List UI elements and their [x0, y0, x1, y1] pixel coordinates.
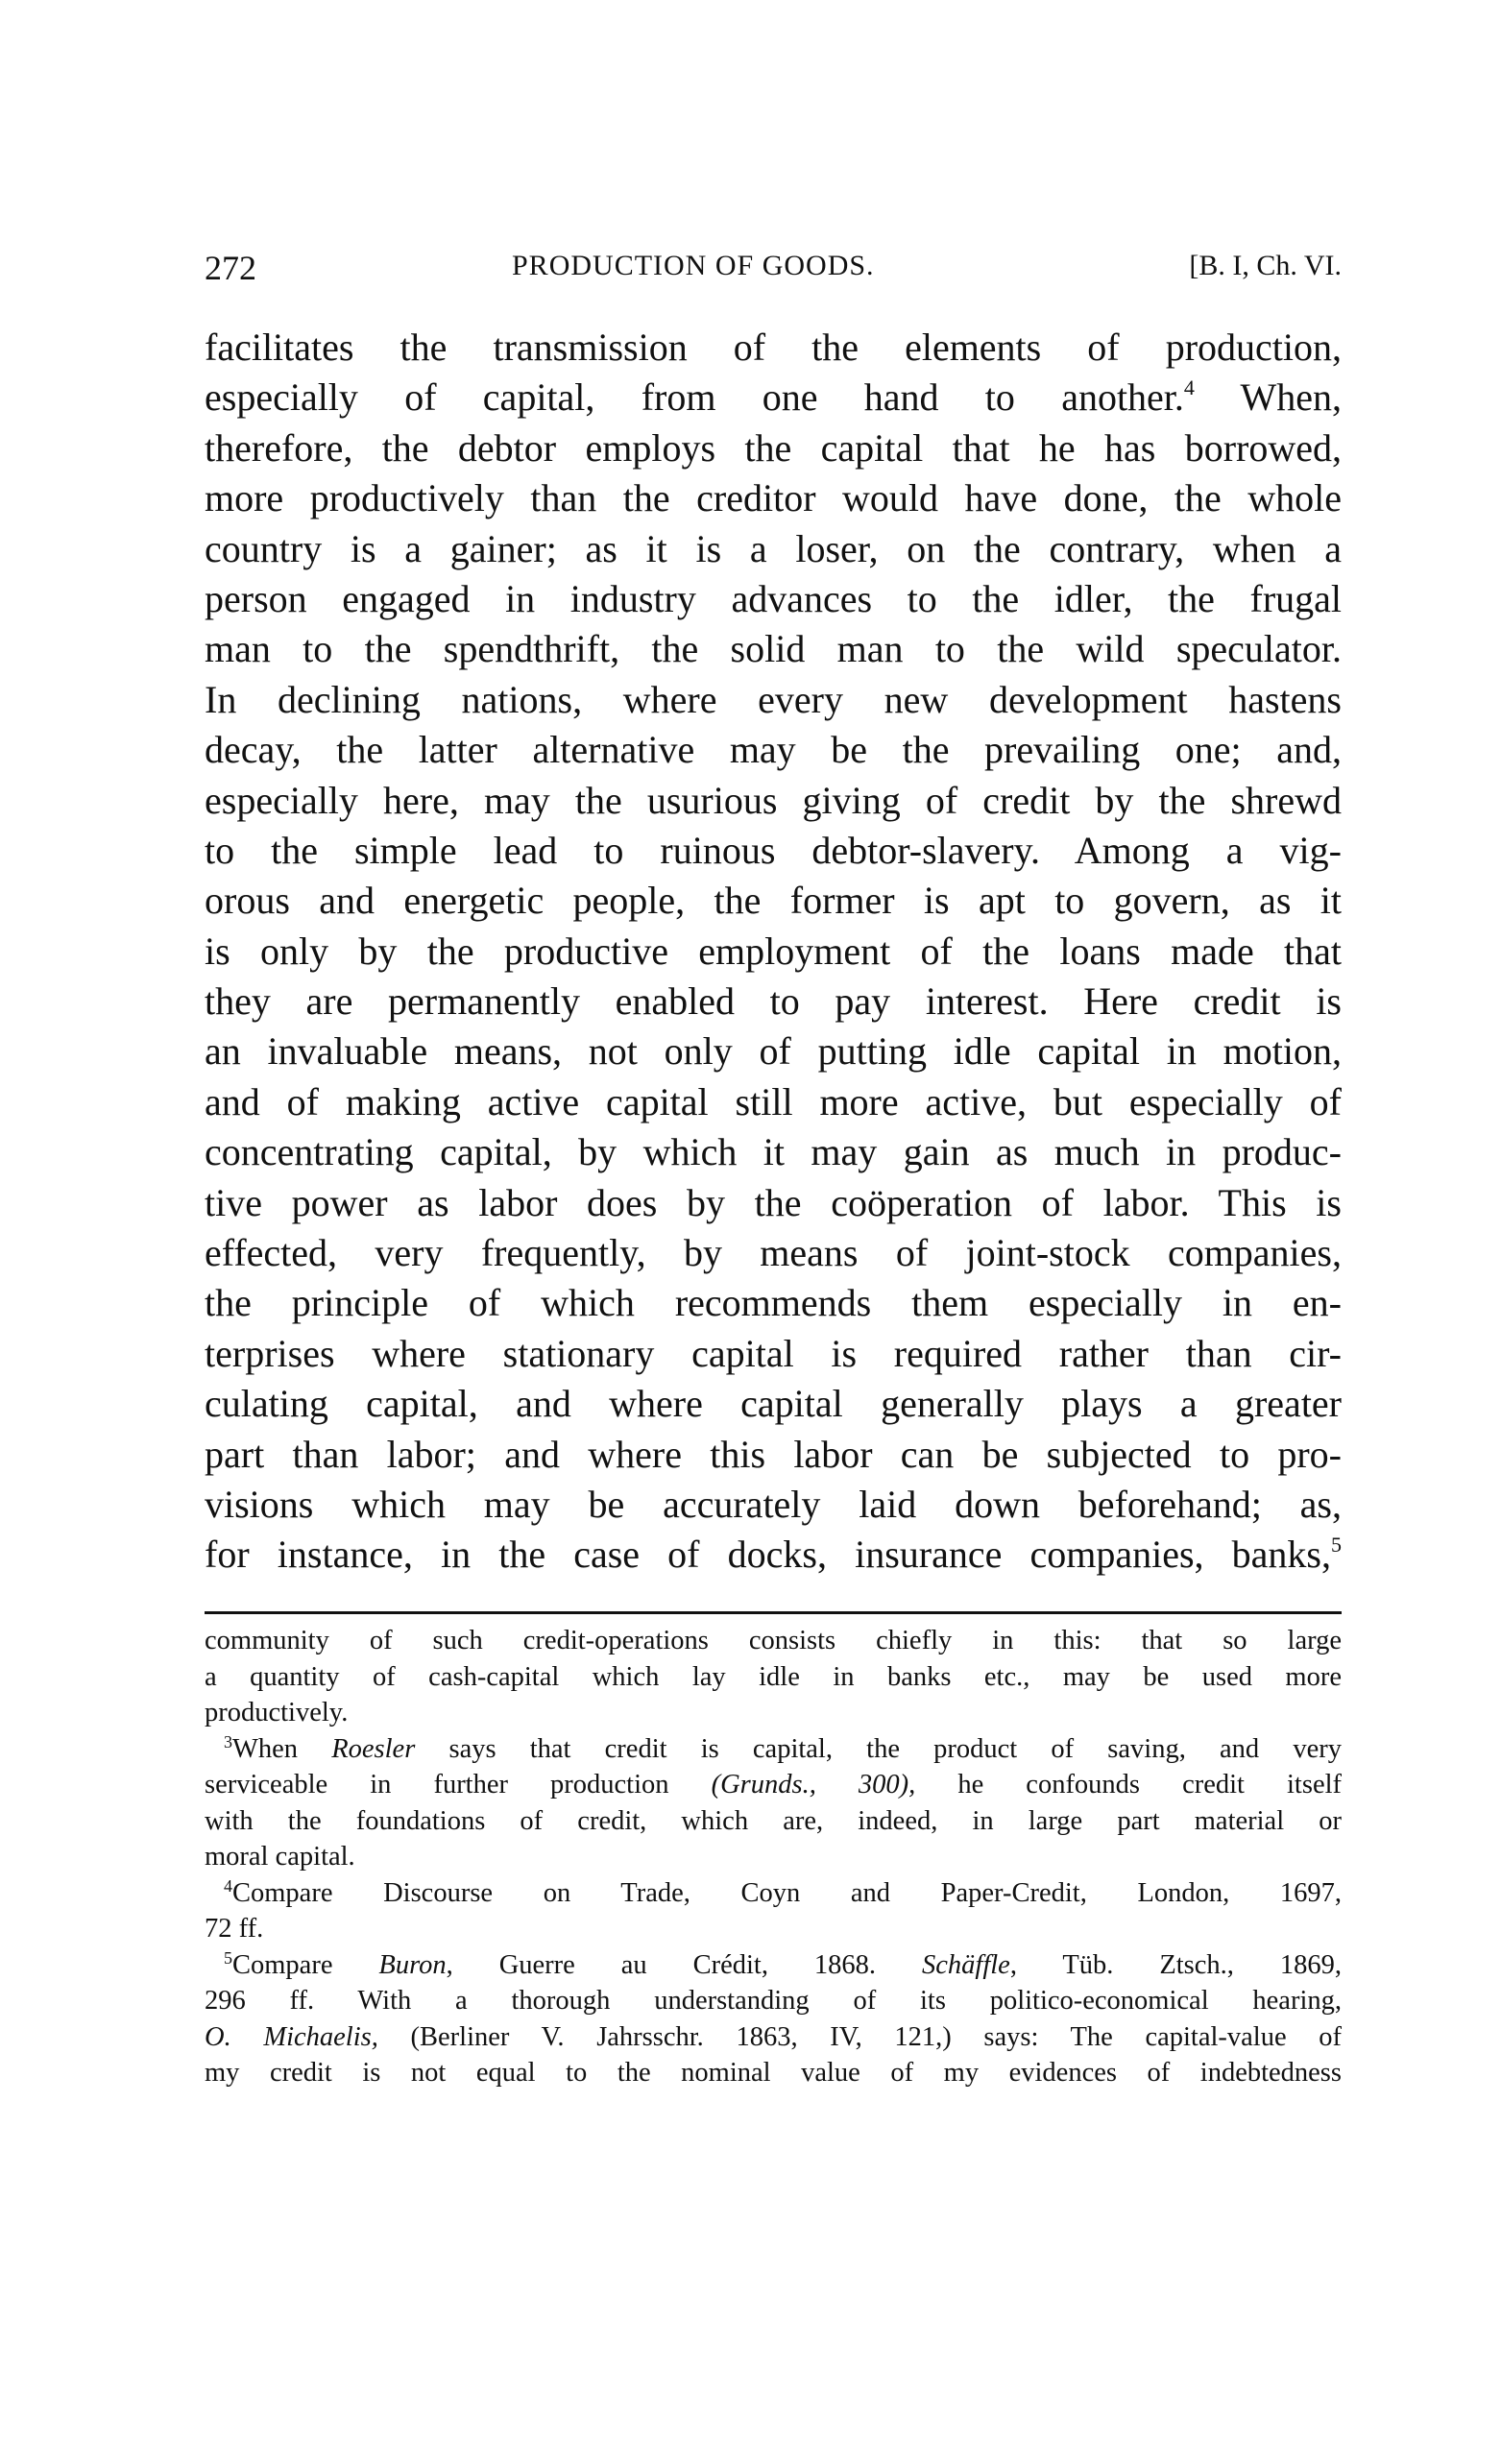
page-header — [205, 248, 1342, 296]
body-line: culating capital, and where capital generally plays a greater — [205, 1382, 1342, 1426]
body-line: orous and energetic people, the former is apt to govern, as it — [205, 879, 1342, 923]
footnote-mark: 4 — [224, 1875, 232, 1896]
body-line-text: for instance, in the case of docks, insurance companies, banks, — [205, 1533, 1331, 1577]
body-text — [205, 323, 1342, 1581]
body-line: tive power as labor does by the coöperation of labor. This is — [205, 1180, 1342, 1224]
body-line: an invaluable means, not only of putting idle capital in motion, — [205, 1029, 1342, 1074]
author-name: O. Michaelis, — [205, 2021, 378, 2052]
footnote-text: Compare Discourse on Trade, Coyn and Paper-Credit, London, 1697, — [232, 1877, 1342, 1908]
footnote-text: serviceable in further production — [205, 1770, 712, 1800]
body-line: to the simple lead to ruinous debtor-slavery. Among a vig- — [205, 828, 1342, 872]
body-line: man to the spendthrift, the solid man to the wild speculator. — [205, 627, 1342, 671]
body-line: person engaged in industry advances to the idler, the frugal — [205, 576, 1342, 620]
footnotes — [205, 1623, 1342, 2091]
body-line: therefore, the debtor employs the capital that he has borrowed, — [205, 425, 1342, 470]
footnote-text: , Guerre au Crédit, 1868. — [446, 1949, 922, 1980]
footnote-line: productively. — [205, 1698, 349, 1727]
footnote-3 — [205, 1731, 1342, 1768]
body-line: is only by the productive employment of the loans made that — [205, 929, 1342, 973]
footnote-line: my credit is not equal to the nominal value of my evidences of indebtedness — [205, 2058, 1342, 2088]
body-line: part than labor; and where this labor can be subjected to pro- — [205, 1432, 1342, 1476]
footnote-mark: 3 — [224, 1731, 232, 1751]
footnote-ref: 5 — [1331, 1533, 1342, 1558]
body-line: facilitates the transmission of the elements of production, — [205, 326, 1342, 369]
footnote-line: 72 ff. — [205, 1914, 264, 1944]
body-line: visions which may be accurately laid down beforehand; as, — [205, 1482, 1342, 1526]
page-number: 272 — [205, 249, 256, 287]
body-line — [205, 373, 1342, 423]
body-line-tail: When, — [1240, 375, 1342, 420]
footnote-text: says that credit is capital, the product of saving, and very — [415, 1733, 1342, 1764]
body-line: more productively than the creditor would have done, the whole — [205, 476, 1342, 520]
footnote-text: When — [232, 1733, 332, 1764]
section-reference: [B. I, Ch. VI. — [1189, 250, 1342, 281]
footnote-line: with the foundations of credit, which are, indeed, in large part material or — [205, 1805, 1342, 1836]
body-line: decay, the latter alternative may be the prevailing one; and, — [205, 728, 1342, 772]
body-line: concentrating capital, by which it may gain as much in produc- — [205, 1130, 1342, 1174]
author-name: Roesler — [331, 1733, 416, 1764]
body-line: they are permanently enabled to pay interest. Here credit is — [205, 979, 1342, 1024]
body-line: and of making active capital still more active, but especially of — [205, 1079, 1342, 1123]
body-line-text: especially of capital, from one hand to another. — [205, 375, 1184, 420]
footnote-mark: 5 — [224, 1947, 232, 1968]
footnote-4 — [205, 1875, 1342, 1912]
footnote-line — [205, 1767, 1342, 1803]
footnote-line — [205, 2019, 1342, 2056]
footnote-separator-rule — [205, 1611, 1342, 1614]
author-name: Schäffle — [922, 1949, 1010, 1980]
footnote-line: a quantity of cash-capital which lay idle in banks etc., may be used more — [205, 1661, 1342, 1692]
citation: (Grunds., 300), — [711, 1770, 916, 1800]
body-line — [205, 1530, 1342, 1580]
body-line: In declining nations, where every new development hastens — [205, 677, 1342, 721]
footnote-5 — [205, 1947, 1342, 1984]
footnote-text: , Tüb. Ztsch., 1869, — [1009, 1949, 1342, 1980]
footnote-line: moral capital. — [205, 1842, 355, 1872]
body-line: effected, very frequently, by means of joint-stock companies, — [205, 1231, 1342, 1275]
body-line: country is a gainer; as it is a loser, on the contrary, when a — [205, 526, 1342, 570]
footnote-text: (Berliner V. Jahrsschr. 1863, IV, 121,) says: The capital-value of — [377, 2021, 1343, 2052]
footnote-ref: 4 — [1183, 375, 1195, 400]
body-line: terprises where stationary capital is required rather than cir- — [205, 1331, 1342, 1375]
author-name: Buron — [378, 1949, 447, 1980]
running-title: PRODUCTION OF GOODS. — [512, 250, 875, 281]
footnote-line: 296 ff. With a thorough understanding of its politico-economical hearing, — [205, 1986, 1342, 2016]
footnote-line: community of such credit-operations consists chiefly in this: that so large — [205, 1626, 1342, 1655]
footnote-text: he confounds credit itself — [915, 1770, 1343, 1800]
footnote-text: Compare — [232, 1949, 379, 1980]
body-line: the principle of which recommends them especially in en- — [205, 1281, 1342, 1325]
body-line: especially here, may the usurious giving of credit by the shrewd — [205, 778, 1342, 822]
